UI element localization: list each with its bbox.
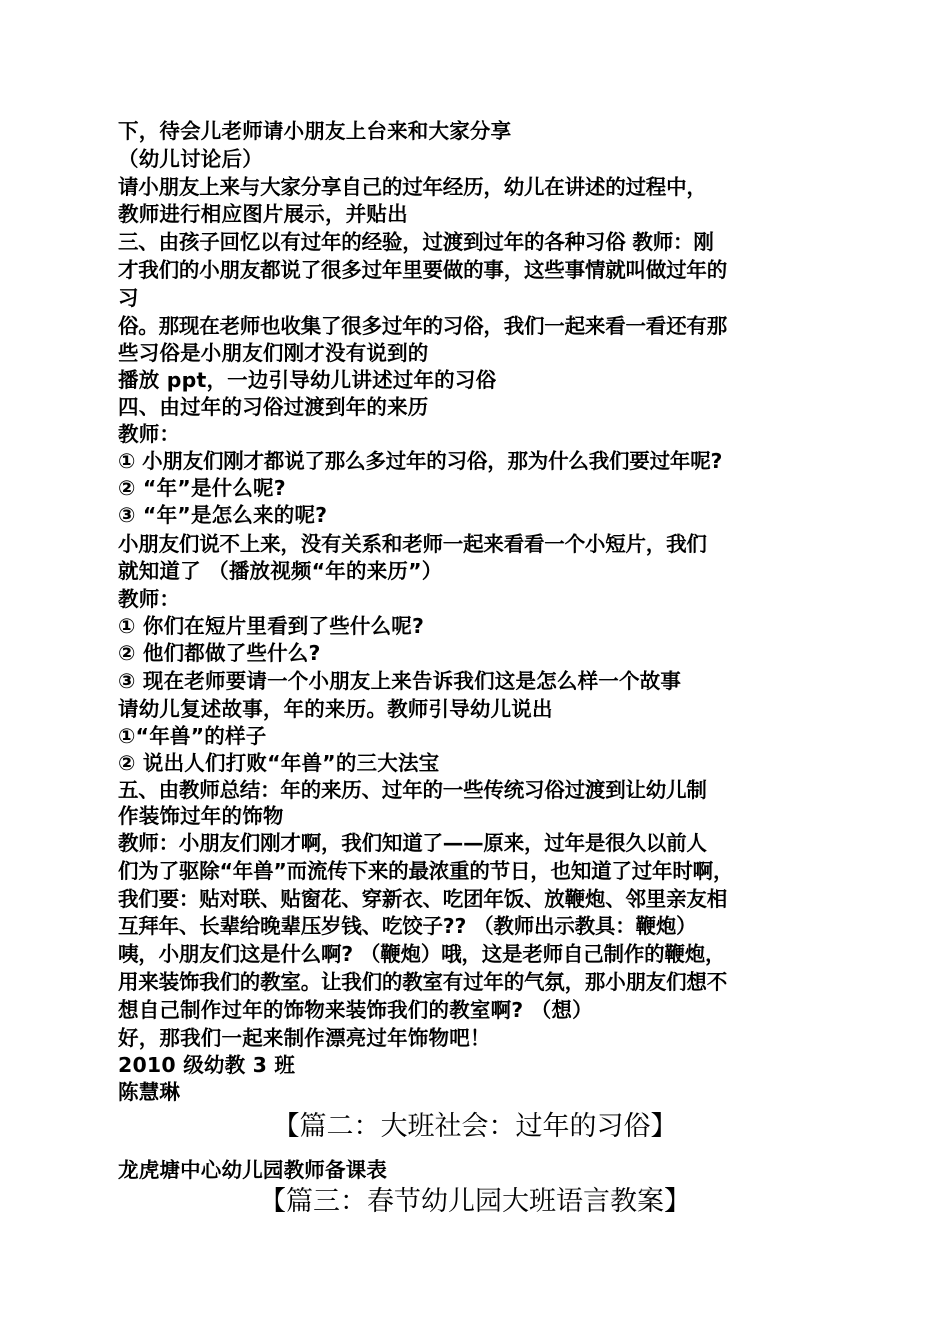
body-line: 习	[118, 286, 139, 310]
body-line: 些习俗是小朋友们刚才没有说到的	[118, 341, 429, 365]
body-line: 教师：	[118, 422, 181, 446]
body-line: （幼儿讨论后）	[118, 147, 263, 171]
body-line: 互拜年、长辈给晚辈压岁钱、吃饺子?? （教师出示教具：鞭炮）	[118, 914, 697, 938]
body-line: 教师：小朋友们刚才啊，我们知道了——原来，过年是很久以前人	[118, 831, 707, 855]
body-line: ③ 现在老师要请一个小朋友上来告诉我们这是怎么样一个故事	[118, 669, 682, 693]
body-line: 请幼儿复述故事，年的来历。教师引导幼儿说出	[118, 697, 553, 721]
body-line: 我们要：贴对联、贴窗花、穿新衣、吃团年饭、放鞭炮、邻里亲友相	[118, 887, 727, 911]
body-line: 们为了驱除“年兽”而流传下来的最浓重的节日，也知道了过年时啊，	[118, 859, 734, 883]
body-line: 好，那我们一起来制作漂亮过年饰物吧！	[118, 1026, 491, 1050]
body-line: 才我们的小朋友都说了很多过年里要做的事，这些事情就叫做过年的	[118, 258, 727, 282]
body-line: 陈慧琳	[118, 1080, 181, 1104]
body-line: 就知道了 （播放视频“年的来历”）	[118, 559, 443, 583]
body-line: 播放 ppt，一边引导幼儿讲述过年的习俗	[118, 368, 497, 392]
body-line: 想自己制作过年的饰物来装饰我们的教室啊? （想）	[118, 998, 593, 1022]
body-line: 五、由教师总结：年的来历、过年的一些传统习俗过渡到让幼儿制	[118, 778, 707, 802]
body-line: 教师：	[118, 587, 181, 611]
body-line: 2010 级幼教 3 班	[118, 1053, 296, 1077]
body-line: 四、由过年的习俗过渡到年的来历	[118, 395, 429, 419]
body-line: 用来装饰我们的教室。让我们的教室有过年的气氛，那小朋友们想不	[118, 970, 727, 994]
body-line: ② 说出人们打败“年兽”的三大法宝	[118, 751, 440, 775]
body-line: ② “年”是什么呢?	[118, 476, 286, 500]
body-line: 作装饰过年的饰物	[118, 804, 284, 828]
body-line: ② 他们都做了些什么?	[118, 641, 321, 665]
body-line: ① 小朋友们刚才都说了那么多过年的习俗，那为什么我们要过年呢?	[118, 449, 723, 473]
body-line: 请小朋友上来与大家分享自己的过年经历，幼儿在讲述的过程中，	[118, 175, 707, 199]
body-line: 教师进行相应图片展示，并贴出	[118, 202, 408, 226]
body-line: ① 你们在短片里看到了些什么呢?	[118, 614, 425, 638]
section-heading-2: 【篇二：大班社会：过年的习俗】	[272, 1111, 678, 1142]
body-line: 咦，小朋友们这是什么啊? （鞭炮）哦，这是老师自己制作的鞭炮，	[118, 942, 726, 966]
body-line: ①“年兽”的样子	[118, 724, 267, 748]
body-line: 小朋友们说不上来，没有关系和老师一起来看看一个小短片，我们	[118, 532, 707, 556]
body-line: 三、由孩子回忆以有过年的经验，过渡到过年的各种习俗 教师：刚	[118, 230, 714, 254]
body-line: 下，待会儿老师请小朋友上台来和大家分享	[118, 119, 512, 143]
section-heading-3: 【篇三：春节幼儿园大班语言教案】	[259, 1186, 691, 1217]
school-name-line: 龙虎塘中心幼儿园教师备课表	[118, 1158, 388, 1182]
body-line: 俗。那现在老师也收集了很多过年的习俗，我们一起来看一看还有那	[118, 314, 727, 338]
body-line: ③ “年”是怎么来的呢?	[118, 503, 328, 527]
